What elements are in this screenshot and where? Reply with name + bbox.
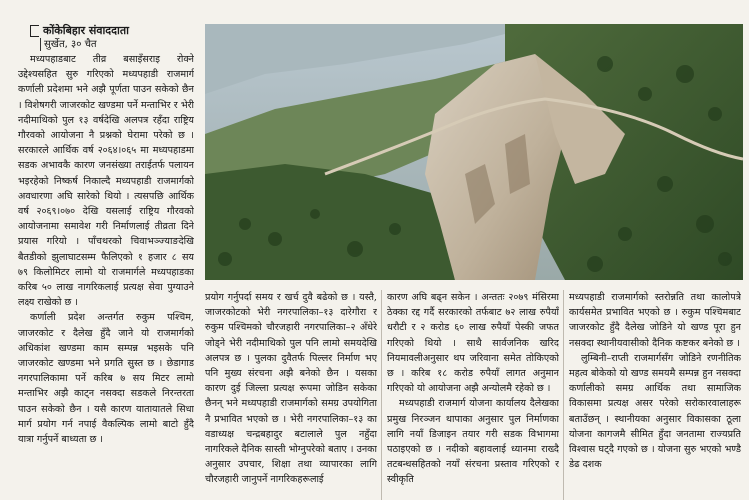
- author-name: कोंकेबिहार संवाददाता: [43, 24, 129, 37]
- column-divider: [563, 290, 564, 500]
- column-divider: [381, 290, 382, 500]
- dateline: सुर्खेत, ३० चैत: [40, 38, 190, 51]
- paragraph: प्रयोग गर्नुपर्दा समय र खर्च दुवै बढेको छ । यस्तै, जाजरकोटको भेरी नगरपालिका–१३ दारेगौरा र रुकुम पश्चिमको चौरजहारी नगरपालिका–२ अँधेरे जोड्ने भेरी नदीमाथिको पुल पनि लामो समयदेखि अलपत्र छ । पुलका दुवैतर्फ पिल्लर निर्माण भए पनि मुख्य संरचना अझै बनेको छैन । यसका कारण दुई जिल्ला प्रत्यक्ष रूपमा जोडिन सकेका छैनन् भने मध्यपहाडी राजमार्गको समग्र उपयोगिता नै प्रभावित भएको छ । भेरी नगरपालिका–१३ का वडाध्यक्ष चन्द्रबहादुर बटालाले पुल नहुँदा नागरिकले दैनिक सास्ती भोग्नुपरेको बताए । उनका अनुसार उपचार, शिक्षा तथा व्यापारका लागि चौरजहारी जानुपर्ने नागरिकहरूलाई: [205, 292, 377, 486]
- paragraph: मध्यपहाडी राजमार्ग योजना कार्यालय दैलेखका प्रमुख निरञ्जन थापाका अनुसार पुल निर्माणका लागि नयाँ डिजाइन तयार गरी सडक विभागमा पठाइएको छ । नदीको बहावलाई ध्यानमा राख्दै तटबन्धसहितको नयाँ संरचना प्रस्ताव गरिएको र स्वीकृति: [387, 398, 559, 486]
- paragraph: मध्यपहाडी राजमार्गको स्तरोन्नति तथा कालोपत्रे कार्यसमेत प्रभावित भएको छ । रुकुम पश्चिमबाट जाजरकोट हुँदै दैलेख जोडिने यो खण्ड पूरा हुन नसक्दा स्थानीयवासीको दैनिक कष्टकर बनेको छ ।: [569, 292, 741, 349]
- landscape-photo-icon: [205, 24, 743, 280]
- paragraph: कारण अघि बढ्न सकेन । अन्ततः २०७९ मंसिरमा ठेक्का रद्द गर्दै सरकारको तर्फबाट ७२ लाख रुपैयाँ धरौटी र २ करोड ६० लाख रुपैयाँ पेस्की जफत गरिएको थियो । साथै सार्वजनिक खरिद नियमावलीअनुसार थप जरिवाना समेत तोकिएको छ । करिब १८ करोड रुपैयाँ लागत अनुमान गरिएको यो आयोजना अझै अन्योलमै रहेको छ ।: [387, 292, 559, 395]
- byline-bracket-icon: [30, 25, 39, 37]
- landscape-photo: [205, 24, 743, 280]
- paragraph: मध्यपहाडबाट तीव्र बसाइँसराइ रोक्ने उद्देश्यसहित सुरु गरिएको मध्यपहाडी राजमार्ग कर्णाली प्रदेशमा भने अझै पूर्णता पाउन सकेको छैन । विशेषगरी जाजरकोट खण्डमा पर्ने मन्ताभिर र भेरी नदीमाथिको पुल १३ वर्षदेखि अलपत्र रहँदा राष्ट्रिय गौरवको आयोजना नै प्रश्नको घेरामा परेको छ । सरकारले आर्थिक वर्ष २०६४।०६५ मा मध्यपहाडमा सडक अभावकै कारण जनसंख्या तराईतर्फ पलायन भइरहेको निष्कर्ष निकाल्दै मध्यपहाडी राजमार्गको अवधारणा अघि सारेको थियो । त्यसपछि आर्थिक वर्ष २०६९।०७० देखि यसलाई राष्ट्रिय गौरवको आयोजनामा समावेश गरी निर्माणलाई तीव्रता दिने प्रयास गरियो । पाँचथरको चिवाभञ्ज्याङदेखि बैतडीको झुलाघाटसम्म फैलिएको १ हजार ८ सय ७९ किलोमिटर लामो यो राजमार्गले मध्यपहाडका करिब ५० लाख नागरिकलाई प्रत्यक्ष सेवा पुग्याउने लक्ष्य राखेको छ ।: [18, 54, 194, 309]
- article-column-2: [205, 290, 377, 500]
- byline-author: [30, 24, 190, 38]
- byline: [30, 24, 190, 51]
- paragraph: लुम्बिनी–राप्ती राजमार्गसँग जोडिने रणनीतिक महत्व बोकेको यो खण्ड समयमै सम्पन्न हुन नसक्दा कर्णालीको समग्र आर्थिक तथा सामाजिक विकासमा प्रत्यक्ष असर परेको सरोकारवालाहरू बताउँछन् । स्थानीयका अनुसार विकासका ठूला योजना कागजमै सीमित हुँदा जनतामा राज्यप्रति विश्वास घट्दै गएको छ । योजना सुरु भएको भण्डै डेढ दशक: [569, 352, 741, 471]
- article-column-4: [569, 290, 741, 500]
- paragraph: कर्णाली प्रदेश अन्तर्गत रुकुम पश्चिम, जाजरकोट र दैलेख हुँदै जाने यो राजमार्गको अधिकांश खण्डमा काम सम्पन्न भइसके पनि जाजरकोट खण्डमा भने प्रगति सुस्त छ । छेडागाड नगरपालिकामा पर्ने करिब ७ सय मिटर लामो मन्ताभिर अझै काट्न नसक्दा सडकले निरन्तरता पाउन सकेको छैन । यसै कारण यातायातले सिधा मार्ग प्रयोग गर्न नपाई वैकल्पिक लामो बाटो हुँदै यात्रा गर्नुपर्ने बाध्यता छ ।: [18, 312, 194, 446]
- article-column-1: [18, 52, 194, 500]
- article-column-3: [387, 290, 559, 500]
